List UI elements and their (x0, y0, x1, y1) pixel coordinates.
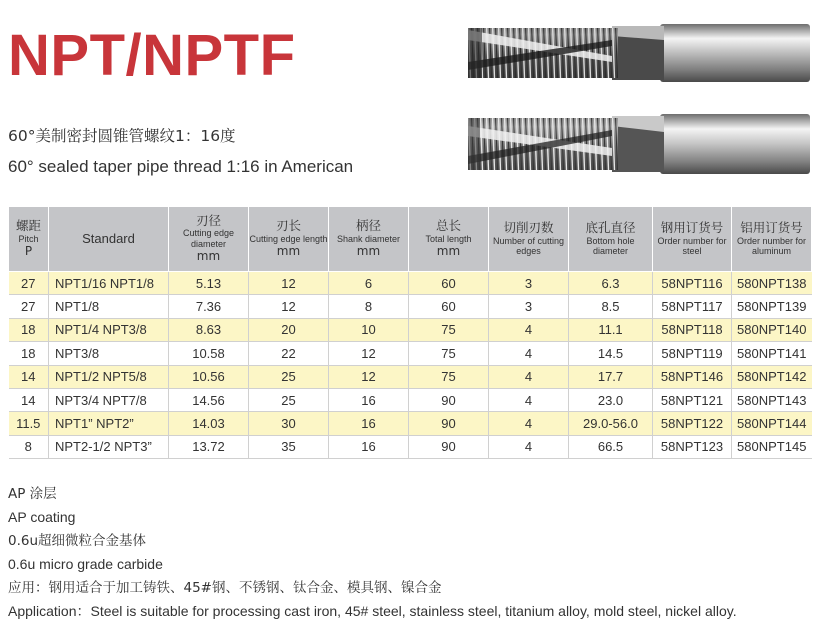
cell-standard: NPT3/4 NPT7/8 (49, 388, 169, 411)
cell-bottom-hole: 66.5 (569, 435, 653, 458)
cell-pitch: 11.5 (9, 412, 49, 435)
cell-cutting-edge-length: 22 (249, 342, 329, 365)
cell-cutting-edges: 4 (489, 435, 569, 458)
cell-total-length: 90 (409, 412, 489, 435)
header-shank-diameter: 柄径 Shank diameter mm (329, 207, 409, 272)
note-application-en: Application：Steel is suitable for processing cast iron, 45# steel, stainless steel, titanium alloy, mold steel, nickel alloy. (8, 603, 737, 620)
table-header-row (9, 207, 812, 272)
cell-bottom-hole: 6.3 (569, 272, 653, 295)
cell-order-aluminum: 580NPT143 (732, 388, 812, 411)
cell-shank-diameter: 10 (329, 318, 409, 341)
cell-cutting-edges: 4 (489, 412, 569, 435)
cell-cutting-edge-length: 25 (249, 388, 329, 411)
cell-total-length: 75 (409, 342, 489, 365)
cell-bottom-hole: 11.1 (569, 318, 653, 341)
cell-cutting-edges: 4 (489, 342, 569, 365)
cell-cutting-edge-diameter: 5.13 (169, 272, 249, 295)
cell-order-aluminum: 580NPT145 (732, 435, 812, 458)
note-substrate-cn: 0.6u超细微粒合金基体 (8, 532, 147, 549)
cell-cutting-edge-diameter: 10.56 (169, 365, 249, 388)
cell-order-steel: 58NPT146 (653, 365, 732, 388)
cell-cutting-edges: 3 (489, 295, 569, 318)
cell-bottom-hole: 14.5 (569, 342, 653, 365)
cell-shank-diameter: 16 (329, 435, 409, 458)
cell-total-length: 75 (409, 318, 489, 341)
note-substrate-en: 0.6u micro grade carbide (8, 556, 163, 573)
cell-cutting-edges: 4 (489, 365, 569, 388)
cell-pitch: 27 (9, 272, 49, 295)
cell-cutting-edges: 4 (489, 388, 569, 411)
cell-order-aluminum: 580NPT138 (732, 272, 812, 295)
thread-mill-tool-image (462, 10, 812, 92)
cell-total-length: 90 (409, 388, 489, 411)
header-total-length: 总长 Total length mm (409, 207, 489, 272)
cell-order-steel: 58NPT122 (653, 412, 732, 435)
header-pitch: 螺距 Pitch P (9, 207, 49, 272)
cell-cutting-edge-length: 35 (249, 435, 329, 458)
cell-standard: NPT1” NPT2” (49, 412, 169, 435)
cell-cutting-edge-diameter: 14.03 (169, 412, 249, 435)
table-row (9, 365, 812, 388)
note-application-cn: 应用：钢用适合于加工铸铁、45#钢、不锈钢、钛合金、模具钢、镍合金 (8, 579, 442, 596)
cell-shank-diameter: 12 (329, 342, 409, 365)
cell-order-steel: 58NPT118 (653, 318, 732, 341)
cell-cutting-edges: 4 (489, 318, 569, 341)
cell-cutting-edge-diameter: 7.36 (169, 295, 249, 318)
cell-cutting-edge-length: 20 (249, 318, 329, 341)
cell-standard: NPT1/8 (49, 295, 169, 318)
cell-standard: NPT2-1/2 NPT3” (49, 435, 169, 458)
note-coating-cn: AP 涂层 (8, 486, 57, 502)
cell-cutting-edge-length: 12 (249, 272, 329, 295)
note-coating-en: AP coating (8, 509, 76, 526)
cell-order-aluminum: 580NPT139 (732, 295, 812, 318)
cell-cutting-edge-diameter: 10.58 (169, 342, 249, 365)
cell-order-steel: 58NPT121 (653, 388, 732, 411)
cell-shank-diameter: 16 (329, 412, 409, 435)
cell-cutting-edge-length: 25 (249, 365, 329, 388)
header-number-of-cutting-edges: 切削刃数 Number of cutting edges (489, 207, 569, 272)
header-standard: Standard (49, 207, 169, 272)
cell-shank-diameter: 12 (329, 365, 409, 388)
cell-pitch: 14 (9, 365, 49, 388)
specification-table (8, 206, 812, 459)
cell-pitch: 18 (9, 342, 49, 365)
cell-shank-diameter: 8 (329, 295, 409, 318)
cell-order-aluminum: 580NPT144 (732, 412, 812, 435)
cell-bottom-hole: 8.5 (569, 295, 653, 318)
cell-total-length: 90 (409, 435, 489, 458)
cell-shank-diameter: 16 (329, 388, 409, 411)
table-row (9, 388, 812, 411)
cell-bottom-hole: 17.7 (569, 365, 653, 388)
cell-total-length: 60 (409, 272, 489, 295)
page-title: NPT/NPTF (8, 23, 296, 88)
cell-cutting-edge-diameter: 8.63 (169, 318, 249, 341)
cell-shank-diameter: 6 (329, 272, 409, 295)
cell-cutting-edge-length: 12 (249, 295, 329, 318)
cell-standard: NPT1/4 NPT3/8 (49, 318, 169, 341)
cell-cutting-edge-length: 30 (249, 412, 329, 435)
cell-bottom-hole: 29.0-56.0 (569, 412, 653, 435)
header-cutting-edge-diameter: 刃径 Cutting edge diameter mm (169, 207, 249, 272)
cell-total-length: 60 (409, 295, 489, 318)
thread-mill-tool-image (462, 102, 812, 184)
cell-standard: NPT1/2 NPT5/8 (49, 365, 169, 388)
table-row (9, 342, 812, 365)
header-bottom-hole-diameter: 底孔直径 Bottom hole diameter (569, 207, 653, 272)
cell-pitch: 18 (9, 318, 49, 341)
cell-order-steel: 58NPT119 (653, 342, 732, 365)
cell-total-length: 75 (409, 365, 489, 388)
table-row (9, 412, 812, 435)
table-row (9, 272, 812, 295)
cell-cutting-edges: 3 (489, 272, 569, 295)
cell-order-steel: 58NPT117 (653, 295, 732, 318)
table-row (9, 318, 812, 341)
table-row (9, 435, 812, 458)
cell-pitch: 27 (9, 295, 49, 318)
cell-order-steel: 58NPT116 (653, 272, 732, 295)
table-row (9, 295, 812, 318)
cell-cutting-edge-diameter: 13.72 (169, 435, 249, 458)
cell-order-steel: 58NPT123 (653, 435, 732, 458)
notes-section (8, 483, 818, 623)
cell-pitch: 8 (9, 435, 49, 458)
cell-order-aluminum: 580NPT141 (732, 342, 812, 365)
cell-standard: NPT3/8 (49, 342, 169, 365)
cell-order-aluminum: 580NPT142 (732, 365, 812, 388)
subtitle-chinese: 60°美制密封圆锥管螺纹1：16度 (8, 127, 236, 145)
cell-cutting-edge-diameter: 14.56 (169, 388, 249, 411)
table-body (9, 272, 812, 459)
header-cutting-edge-length: 刃长 Cutting edge length mm (249, 207, 329, 272)
subtitle-english: 60° sealed taper pipe thread 1:16 in American (8, 157, 354, 176)
header-order-number-steel: 钢用订货号 Order number for steel (653, 207, 732, 272)
cell-bottom-hole: 23.0 (569, 388, 653, 411)
cell-order-aluminum: 580NPT140 (732, 318, 812, 341)
cell-standard: NPT1/16 NPT1/8 (49, 272, 169, 295)
cell-pitch: 14 (9, 388, 49, 411)
header-order-number-aluminum: 铝用订货号 Order number for aluminum (732, 207, 812, 272)
